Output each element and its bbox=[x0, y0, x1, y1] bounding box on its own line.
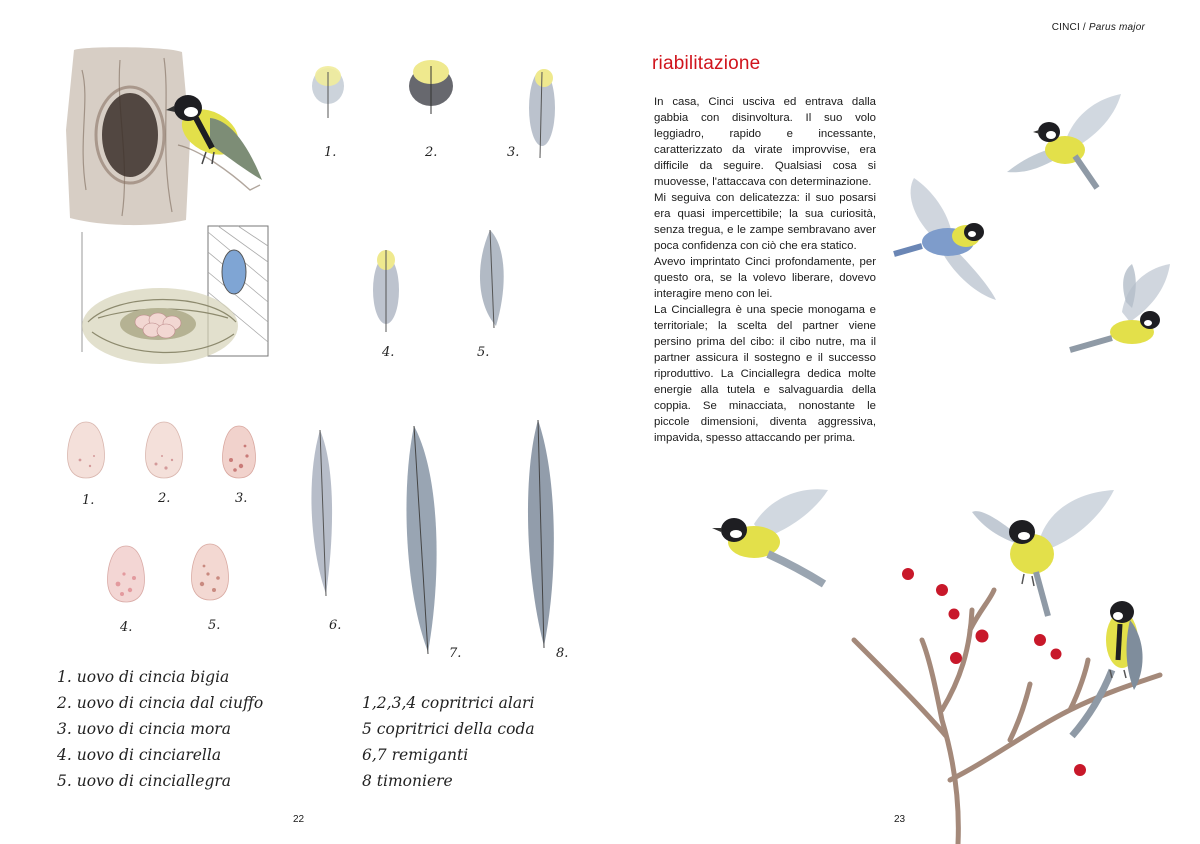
feather-6 bbox=[304, 428, 340, 598]
feather-legend-item: 8 timoniere bbox=[362, 772, 453, 790]
egg-1 bbox=[64, 420, 108, 480]
feather-8 bbox=[518, 418, 562, 650]
flying-tit-illustration bbox=[704, 484, 830, 594]
feather-number: 6. bbox=[329, 618, 342, 633]
paragraph: In casa, Cinci usciva ed entrava dalla gabbia con disinvoltura. Il suo volo leggiadro, rapido e incessante, caratterizzato da virate improvvise, era difficile da seguire. Qualsiasi cosa si muovesse, l'attaccava con determinazione. bbox=[654, 96, 876, 188]
feather-number: 3. bbox=[507, 145, 520, 160]
paragraph: Avevo imprintato Cinci profondamente, per questo ora, se la volevo liberare, dovevo interagire meno con lei. bbox=[654, 256, 876, 300]
feather-number: 1. bbox=[324, 145, 337, 160]
feather-4 bbox=[368, 244, 404, 334]
feather-number: 5. bbox=[477, 345, 490, 360]
egg-5 bbox=[188, 542, 232, 602]
tree-trunk-tit-illustration bbox=[60, 40, 270, 230]
feather-number: 4. bbox=[382, 345, 395, 360]
egg-legend-item: 2. uovo di cincia dal ciuffo bbox=[57, 694, 264, 712]
feather-number: 7. bbox=[449, 646, 462, 661]
egg-legend-item: 1. uovo di cincia bigia bbox=[57, 668, 230, 686]
flying-tit-illustration bbox=[1066, 262, 1178, 362]
feather-3 bbox=[524, 64, 560, 160]
flying-tit-illustration bbox=[1005, 92, 1125, 192]
flying-tit-illustration bbox=[892, 176, 1004, 304]
egg-legend bbox=[57, 664, 263, 794]
egg-2 bbox=[142, 420, 186, 480]
feather-7 bbox=[396, 424, 446, 656]
egg-legend-item: 5. uovo di cinciallegra bbox=[57, 772, 232, 790]
page-number-right: 23 bbox=[894, 814, 906, 825]
egg-number: 2. bbox=[158, 491, 171, 506]
branch-berries-illustration bbox=[850, 560, 1200, 844]
header-species: CINCI bbox=[1051, 22, 1080, 33]
body-text bbox=[654, 94, 876, 446]
egg-3 bbox=[219, 424, 259, 480]
egg-4 bbox=[104, 544, 148, 604]
paragraph: La Cinciallegra è una specie monogama e territoriale; la scelta del partner viene persino prima del cibo: il cibo nutre, ma il partner assicura il sostegno e il successo riproduttivo. La Cinciallegra dedica molte energie alla tutela e salvaguardia della coppia. Se minacciata, nonostante le piccole dimensioni, diventa aggressiva, impavida, spesso attaccando per prima. bbox=[654, 304, 876, 444]
page-number-left: 22 bbox=[293, 814, 305, 825]
egg-legend-item: 4. uovo di cinciarella bbox=[57, 746, 222, 764]
feather-1 bbox=[306, 62, 350, 120]
feather-legend bbox=[362, 690, 535, 794]
egg-number: 5. bbox=[208, 618, 221, 633]
egg-legend-item: 3. uovo di cincia mora bbox=[57, 720, 231, 738]
running-header bbox=[1052, 22, 1145, 33]
header-separator: / bbox=[1082, 22, 1086, 33]
feather-number: 8. bbox=[556, 646, 569, 661]
feather-legend-item: 1,2,3,4 copritrici alari bbox=[362, 694, 535, 712]
egg-number: 4. bbox=[120, 620, 133, 635]
feather-legend-item: 5 copritrici della coda bbox=[362, 720, 535, 738]
feather-number: 2. bbox=[425, 145, 438, 160]
egg-number: 1. bbox=[82, 493, 95, 508]
header-latin-name: Parus major bbox=[1088, 22, 1145, 33]
egg-number: 3. bbox=[235, 491, 248, 506]
nest-illustration bbox=[68, 222, 274, 382]
feather-5 bbox=[468, 226, 512, 330]
paragraph: Mi seguiva con delicatezza: il suo posarsi era quasi impercettibile; la sua curiosità, senza tregua, e le zampe sembravano aver poca confidenza con ciò che era statico. bbox=[654, 192, 876, 252]
feather-2 bbox=[405, 56, 457, 116]
feather-legend-item: 6,7 remiganti bbox=[362, 746, 469, 764]
right-page bbox=[600, 0, 1200, 844]
section-title: riabilitazione bbox=[652, 53, 761, 74]
